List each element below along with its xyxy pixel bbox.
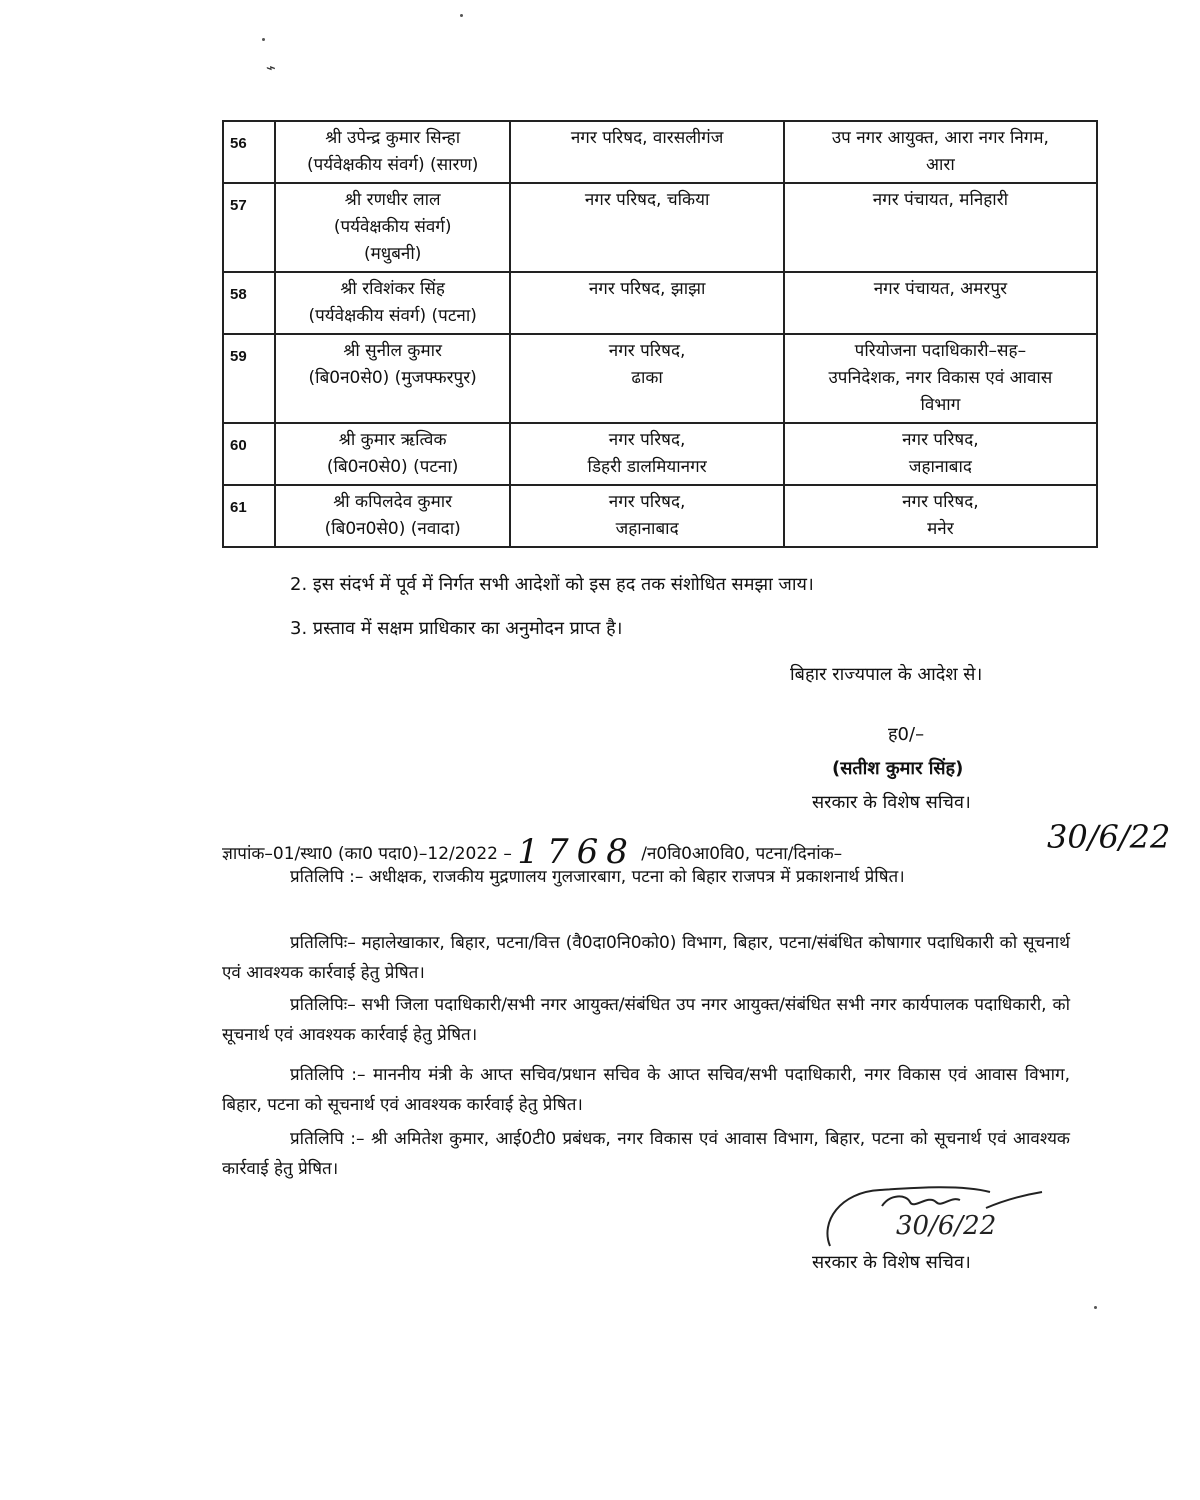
to-line: नगर परिषद, (902, 430, 979, 450)
signature-sd: ह0/– (888, 724, 925, 745)
table-row (223, 334, 1097, 423)
name-line: श्री सुनील कुमार (343, 341, 443, 361)
officer-name-cell (275, 272, 511, 334)
new-posting-cell (784, 485, 1097, 547)
name-line: (मधुबनी) (363, 244, 422, 264)
from-line: नगर परिषद, वारसलीगंज (570, 128, 724, 148)
copy-2: प्रतिलिपिः– महालेखाकार, बिहार, पटना/वित्त (वै0दा0नि0को0) विभाग, बिहार, पटना/संबंधित कोषागार पदाधिकारी को सूचनार्थ एवं आवश्यक कार्रवाई हेतु प्रेषित। (222, 933, 1070, 983)
order-line: बिहार राज्यपाल के आदेश से। (790, 664, 983, 685)
to-line: उपनिदेशक, नगर विकास एवं आवास (828, 368, 1053, 388)
memo-date-handwritten: 30/6/22 (1047, 818, 1171, 856)
scan-speck (460, 14, 463, 17)
name-line: श्री रविशंकर सिंह (340, 279, 445, 299)
scan-speck (262, 38, 265, 41)
officer-name-cell (275, 121, 511, 183)
current-posting-cell (510, 272, 783, 334)
serial-number: 57 (223, 183, 275, 272)
officer-name-cell (275, 334, 511, 423)
memo-prefix: ज्ञापांक–01/स्था0 (का0 पदा0)–12/2022 – (222, 844, 512, 864)
name-line: (पर्यवेक्षकीय संवर्ग) (333, 217, 452, 237)
current-posting-cell (510, 485, 783, 547)
new-posting-cell (784, 423, 1097, 485)
current-posting-cell (510, 121, 783, 183)
to-line: नगर परिषद, (902, 492, 979, 512)
from-line: नगर परिषद, (608, 492, 686, 512)
name-line: (पर्यवेक्षकीय संवर्ग) (सारण) (306, 155, 479, 175)
name-line: (पर्यवेक्षकीय संवर्ग) (पटना) (308, 306, 477, 326)
to-line: नगर पंचायत, अमरपुर (873, 279, 1008, 299)
signer-designation: सरकार के विशेष सचिव। (812, 792, 971, 813)
to-line: विभाग (920, 395, 961, 415)
from-line: नगर परिषद, झाझा (588, 279, 706, 299)
table-row (223, 272, 1097, 334)
signer-name: (सतीश कुमार सिंह) (832, 758, 964, 779)
copy-5: प्रतिलिपि :– श्री अमितेश कुमार, आई0टी0 प्रबंधक, नगर विकास एवं आवास विभाग, बिहार, पटना को सूचनार्थ एवं आवश्यक कार्रवाई हेतु प्रेषित। (222, 1129, 1070, 1179)
from-line: नगर परिषद, (608, 430, 686, 450)
officer-name-cell (275, 423, 511, 485)
name-line: श्री रणधीर लाल (344, 190, 441, 210)
paragraph-2: 2. इस संदर्भ में पूर्व में निर्गत सभी आदेशों को इस हद तक संशोधित समझा जाय। (290, 574, 814, 595)
officer-name-cell (275, 485, 511, 547)
from-line: नगर परिषद, चकिया (584, 190, 710, 210)
table-row (223, 183, 1097, 272)
footer-designation: सरकार के विशेष सचिव। (812, 1252, 971, 1273)
memo-number-handwritten: 1768 (517, 832, 636, 872)
to-line: नगर पंचायत, मनिहारी (872, 190, 1009, 210)
serial-number: 61 (223, 485, 275, 547)
posting-table (222, 120, 1098, 548)
serial-number: 59 (223, 334, 275, 423)
to-line: जहानाबाद (908, 457, 972, 477)
table-row (223, 485, 1097, 547)
copy-4: प्रतिलिपि :– माननीय मंत्री के आप्त सचिव/प्रधान सचिव के आप्त सचिव/सभी पदाधिकारी, नगर विकास एवं आवास विभाग, बिहार, पटना को सूचनार्थ एवं आवश्यक कार्रवाई हेतु प्रेषित। (222, 1065, 1070, 1115)
table-row (223, 423, 1097, 485)
to-line: परियोजना पदाधिकारी–सह– (854, 341, 1027, 361)
scan-speck (1094, 1306, 1097, 1309)
from-line: डिहरी डालमियानगर (587, 457, 707, 477)
from-line: ढाका (631, 368, 663, 388)
name-line: (बि0न0से0) (नवादा) (324, 519, 461, 539)
to-line: आरा (926, 155, 955, 175)
name-line: (बि0न0से0) (मुजफ्फरपुर) (308, 368, 477, 388)
officer-name-cell (275, 183, 511, 272)
to-line: मनेर (927, 519, 954, 539)
current-posting-cell (510, 334, 783, 423)
name-line: श्री कुमार ऋत्विक (338, 430, 447, 450)
current-posting-cell (510, 423, 783, 485)
serial-number: 60 (223, 423, 275, 485)
memo-suffix: /न0वि0आ0वि0, पटना/दिनांक– (641, 844, 843, 864)
serial-number: 56 (223, 121, 275, 183)
table-row (223, 121, 1097, 183)
scan-artifact-mark: ⌁ (264, 57, 278, 78)
new-posting-cell (784, 272, 1097, 334)
name-line: (बि0न0से0) (पटना) (326, 457, 459, 477)
from-line: जहानाबाद (615, 519, 679, 539)
current-posting-cell (510, 183, 783, 272)
from-line: नगर परिषद, (608, 341, 686, 361)
new-posting-cell (784, 183, 1097, 272)
new-posting-cell (784, 121, 1097, 183)
name-line: श्री उपेन्द्र कुमार सिन्हा (325, 128, 461, 148)
paragraph-3: 3. प्रस्ताव में सक्षम प्राधिकार का अनुमोदन प्राप्त है। (290, 618, 623, 639)
copy-1: प्रतिलिपि :– अधीक्षक, राजकीय मुद्रणालय गुलजारबाग, पटना को बिहार राजपत्र में प्रकाशनार्थ प्रेषित। (290, 867, 905, 887)
serial-number: 58 (223, 272, 275, 334)
signature-handwritten-date: 30/6/22 (896, 1211, 997, 1241)
new-posting-cell (784, 334, 1097, 423)
to-line: उप नगर आयुक्त, आरा नगर निगम, (831, 128, 1049, 148)
handwritten-signature (810, 1172, 1050, 1252)
copy-3: प्रतिलिपिः– सभी जिला पदाधिकारी/सभी नगर आयुक्त/संबंधित उप नगर आयुक्त/संबंधित सभी नगर कार्यपालक पदाधिकारी, को सूचनार्थ एवं आवश्यक कार्रवाई हेतु प्रेषित। (222, 995, 1070, 1045)
name-line: श्री कपिलदेव कुमार (333, 492, 453, 512)
